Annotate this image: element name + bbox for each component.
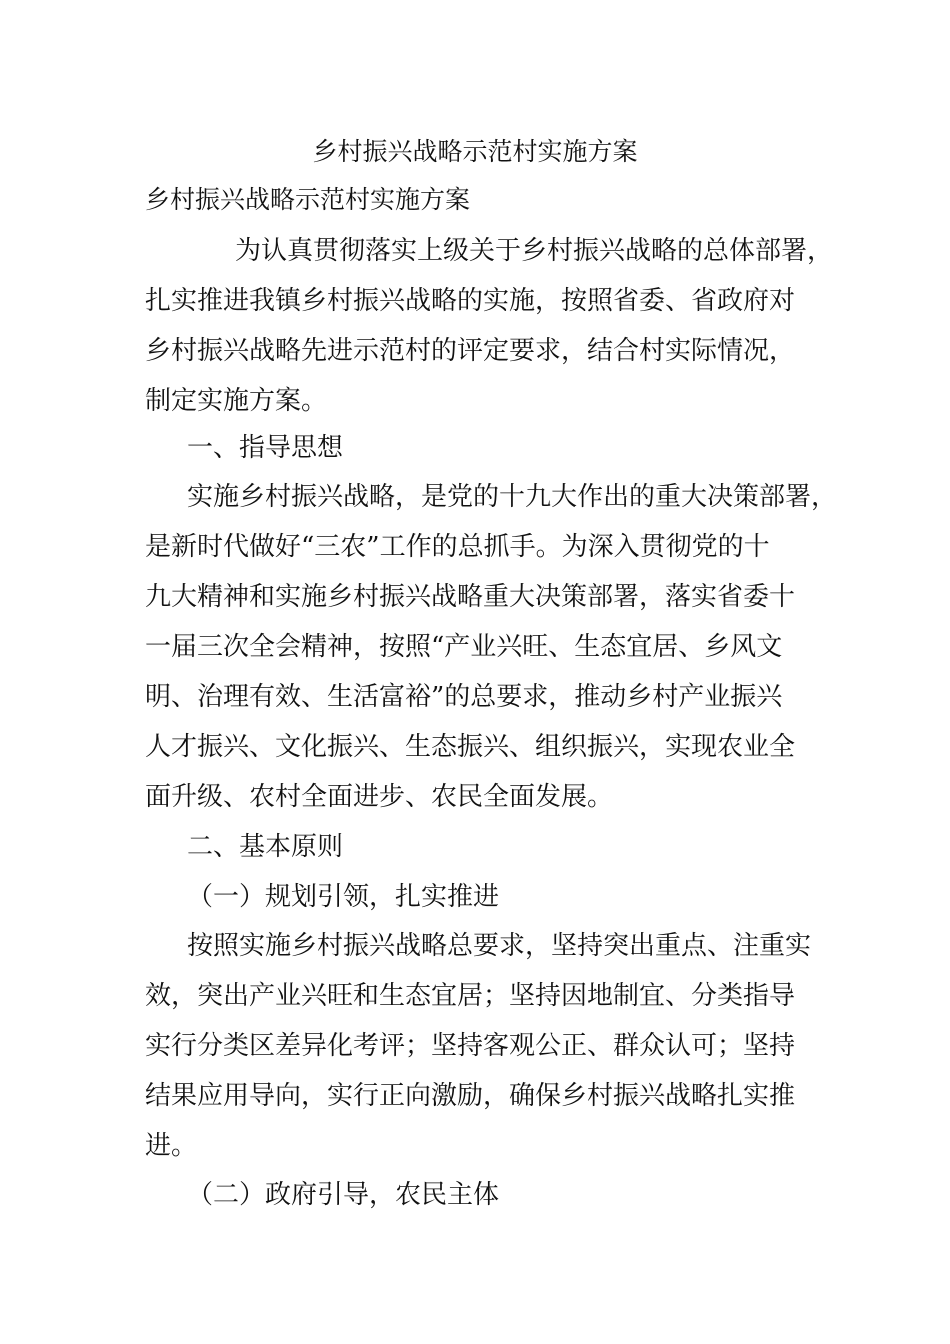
paragraph-line: 是新时代做好“三农”工作的总抓手。为深入贯彻党的十 xyxy=(145,532,770,562)
section-heading-guiding-ideology: 一、指导思想 xyxy=(187,433,344,463)
paragraph-line: 为认真贯彻落实上级关于乡村振兴战略的总体部署， xyxy=(235,236,834,266)
subsection-heading-government-guidance: （二）政府引导，农民主体 xyxy=(187,1180,500,1210)
paragraph-line: 乡村振兴战略先进示范村的评定要求，结合村实际情况， xyxy=(145,336,796,366)
paragraph-line: 明、治理有效、生活富裕”的总要求，推动乡村产业振兴 xyxy=(145,682,783,712)
paragraph-line: 按照实施乡村振兴战略总要求，坚持突出重点、注重实 xyxy=(187,931,812,961)
guiding-ideology-paragraph xyxy=(145,472,838,822)
paragraph-line: 扎实推进我镇乡村振兴战略的实施，按照省委、省政府对 xyxy=(145,286,796,316)
planning-paragraph xyxy=(145,921,835,1171)
paragraph-line: 实行分类区差异化考评；坚持客观公正、群众认可；坚持 xyxy=(145,1031,796,1061)
document-title: 乡村振兴战略示范村实施方案 xyxy=(312,137,638,166)
paragraph-line: 人才振兴、文化振兴、生态振兴、组织振兴，实现农业全 xyxy=(145,732,796,762)
paragraph-line: 进。 xyxy=(145,1131,198,1161)
document-subtitle: 乡村振兴战略示范村实施方案 xyxy=(145,185,471,214)
paragraph-line: 制定实施方案。 xyxy=(145,386,328,416)
paragraph-line: 一届三次全会精神，按照“产业兴旺、生态宜居、乡风文 xyxy=(145,632,783,662)
paragraph-line: 实施乡村振兴战略，是党的十九大作出的重大决策部署， xyxy=(187,482,838,512)
paragraph-line: 效，突出产业兴旺和生态宜居；坚持因地制宜、分类指导 xyxy=(145,981,796,1011)
intro-paragraph xyxy=(145,226,835,426)
subsection-heading-planning: （一）规划引领，扎实推进 xyxy=(187,882,500,912)
paragraph-line: 结果应用导向，实行正向激励，确保乡村振兴战略扎实推 xyxy=(145,1081,796,1111)
section-heading-basic-principles: 二、基本原则 xyxy=(187,832,344,862)
paragraph-line: 九大精神和实施乡村振兴战略重大决策部署，落实省委十 xyxy=(145,582,796,612)
paragraph-line: 面升级、农村全面进步、农民全面发展。 xyxy=(145,782,614,812)
